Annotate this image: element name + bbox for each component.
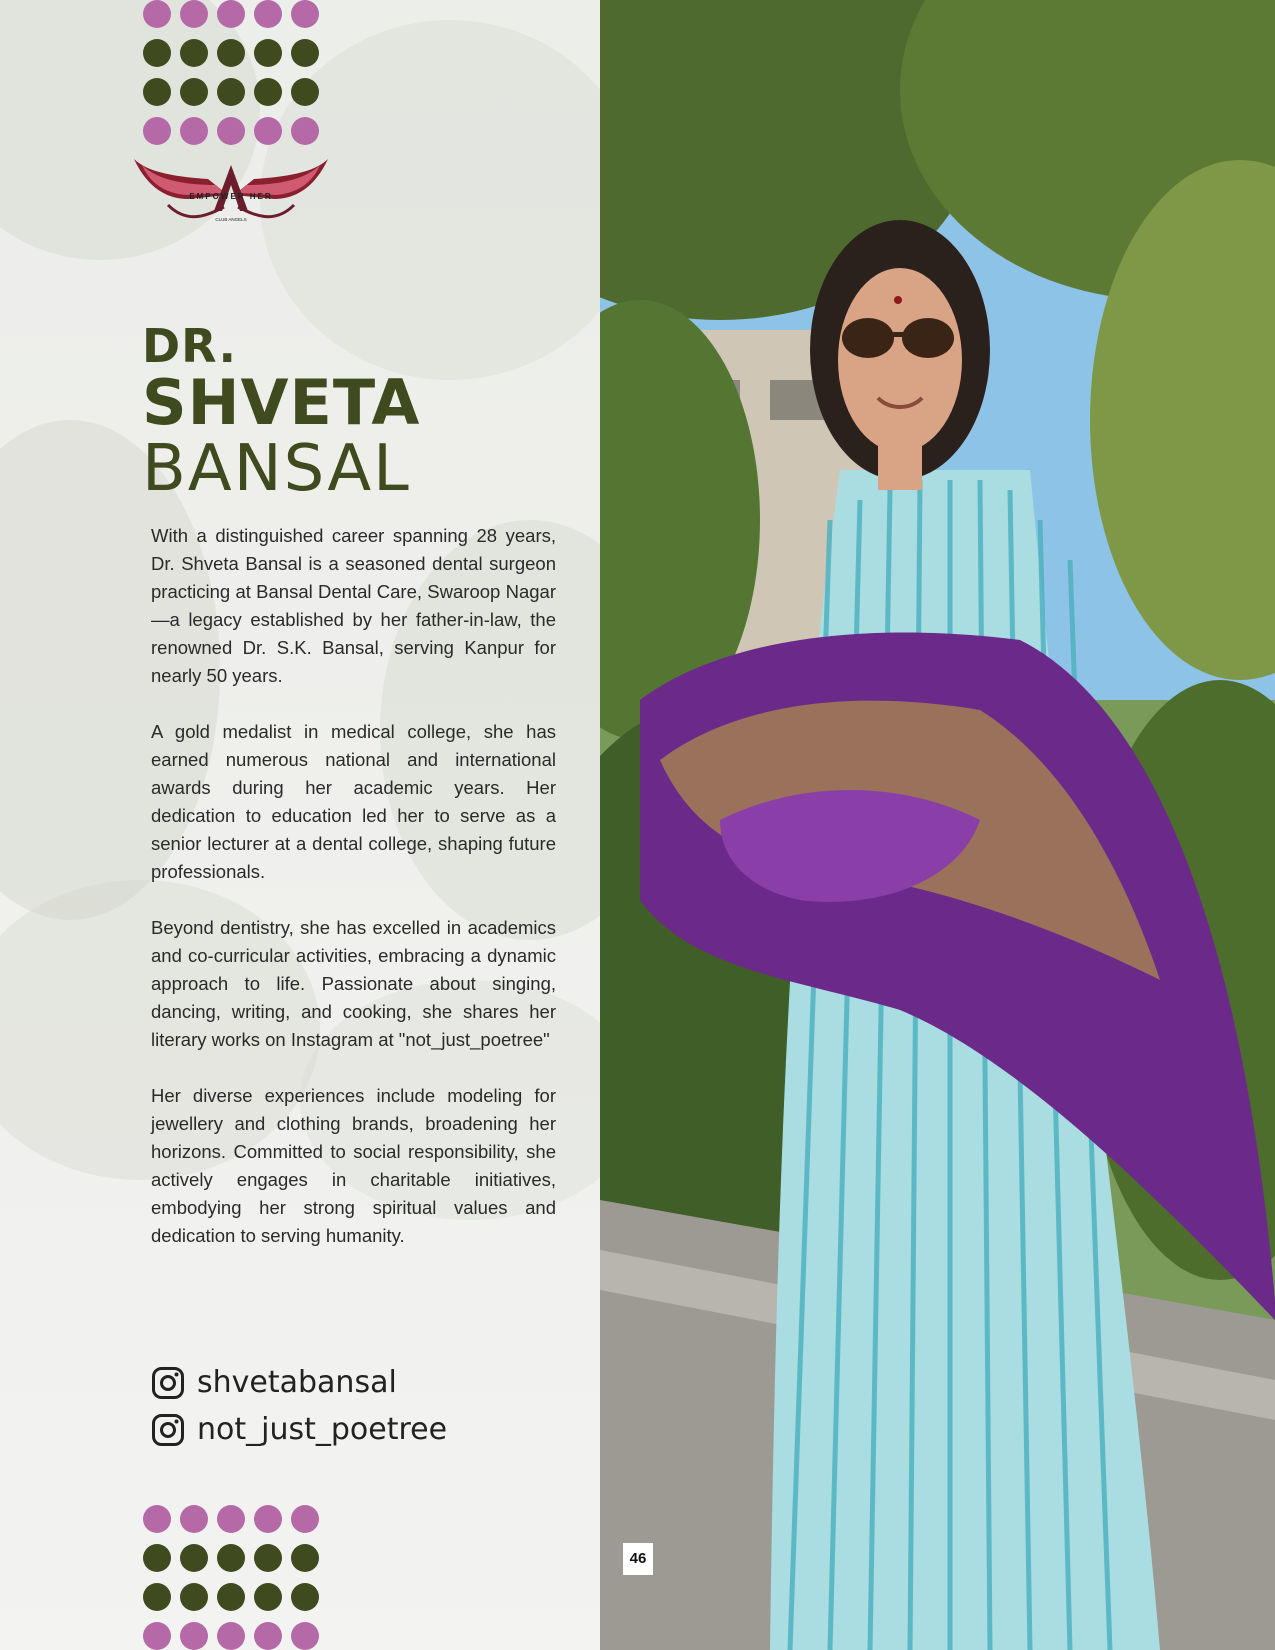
- decor-dot: [143, 1544, 171, 1572]
- decor-dot: [291, 0, 319, 28]
- decor-dot: [180, 1544, 208, 1572]
- decor-dot: [291, 39, 319, 67]
- decor-dot: [180, 1622, 208, 1650]
- decor-dot: [180, 1505, 208, 1533]
- decor-dot: [254, 39, 282, 67]
- social-handle-1[interactable]: [151, 1365, 397, 1400]
- decor-dot: [291, 117, 319, 145]
- bio-text: [151, 522, 556, 1278]
- decor-dot: [217, 1583, 245, 1611]
- top-dot-grid: [143, 0, 319, 145]
- decor-dot: [180, 0, 208, 28]
- decor-dot: [180, 78, 208, 106]
- profile-name: [142, 319, 421, 506]
- bio-paragraph: Her diverse experiences include modeling for jewellery and clothing brands, broadening her horizons. Committed to social responsibility, she actively engages in charitable initiatives, embodying her strong spiritual values and dedication to serving humanity.: [151, 1085, 556, 1246]
- decor-dot: [254, 1544, 282, 1572]
- decor-dot: [217, 117, 245, 145]
- decor-dot: [217, 39, 245, 67]
- decor-dot: [143, 1622, 171, 1650]
- bio-paragraph: A gold medalist in medical college, she has earned numerous national and international awards during her academic years. Her dedication to education led her to serve as a senior lecturer at a dental college, shaping future professionals.: [151, 721, 556, 882]
- decor-dot: [217, 1505, 245, 1533]
- decor-dot: [143, 117, 171, 145]
- decor-dot: [254, 1622, 282, 1650]
- decor-dot: [143, 1505, 171, 1533]
- decor-dot: [217, 78, 245, 106]
- decor-dot: [180, 39, 208, 67]
- social-handle-text[interactable]: not_just_poetree: [197, 1412, 448, 1447]
- decor-dot: [254, 1583, 282, 1611]
- decor-dot: [291, 1583, 319, 1611]
- decor-dot: [254, 117, 282, 145]
- decor-dot: [180, 1583, 208, 1611]
- decor-dot: [291, 1622, 319, 1650]
- name-title-prefix: DR.: [142, 319, 237, 373]
- name-last: BANSAL: [142, 432, 411, 506]
- instagram-icon: [151, 1413, 185, 1447]
- decor-dot: [143, 39, 171, 67]
- decor-dot: [291, 78, 319, 106]
- decor-dot: [217, 0, 245, 28]
- decor-dot: [217, 1544, 245, 1572]
- decor-dot: [254, 78, 282, 106]
- decor-dot: [254, 0, 282, 28]
- name-first: SHVETA: [142, 366, 421, 439]
- decor-dot: [291, 1544, 319, 1572]
- social-handle-text[interactable]: shvetabansal: [197, 1365, 397, 1400]
- decor-dot: [143, 0, 171, 28]
- empower-her-logo: [128, 155, 334, 227]
- decor-dot: [180, 117, 208, 145]
- bio-paragraph: Beyond dentistry, she has excelled in academics and co-curricular activities, embracing a dynamic approach to life. Passionate about singing, dancing, writing, and cooking, she shares her literary works on Instagram at "not_just_poetree": [151, 917, 556, 1050]
- instagram-icon: [151, 1366, 185, 1400]
- decor-dot: [143, 78, 171, 106]
- logo-text: EMPOWER HER: [189, 192, 273, 201]
- bio-paragraph: With a distinguished career spanning 28 years, Dr. Shveta Bansal is a seasoned dental surgeon practicing at Bansal Dental Care, Swaroop Nagar—a legacy established by her father-in-law, the renowned Dr. S.K. Bansal, serving Kanpur for nearly 50 years.: [151, 525, 556, 686]
- page-number: 46: [623, 1543, 653, 1575]
- bottom-dot-grid: [143, 1505, 319, 1650]
- decor-dot: [143, 1583, 171, 1611]
- portrait-photo: [600, 0, 1275, 1650]
- logo-subtext: CLUB ANGELS: [215, 217, 247, 222]
- decor-dot: [217, 1622, 245, 1650]
- decor-dot: [291, 1505, 319, 1533]
- decor-dot: [254, 1505, 282, 1533]
- social-handle-2[interactable]: [151, 1412, 447, 1447]
